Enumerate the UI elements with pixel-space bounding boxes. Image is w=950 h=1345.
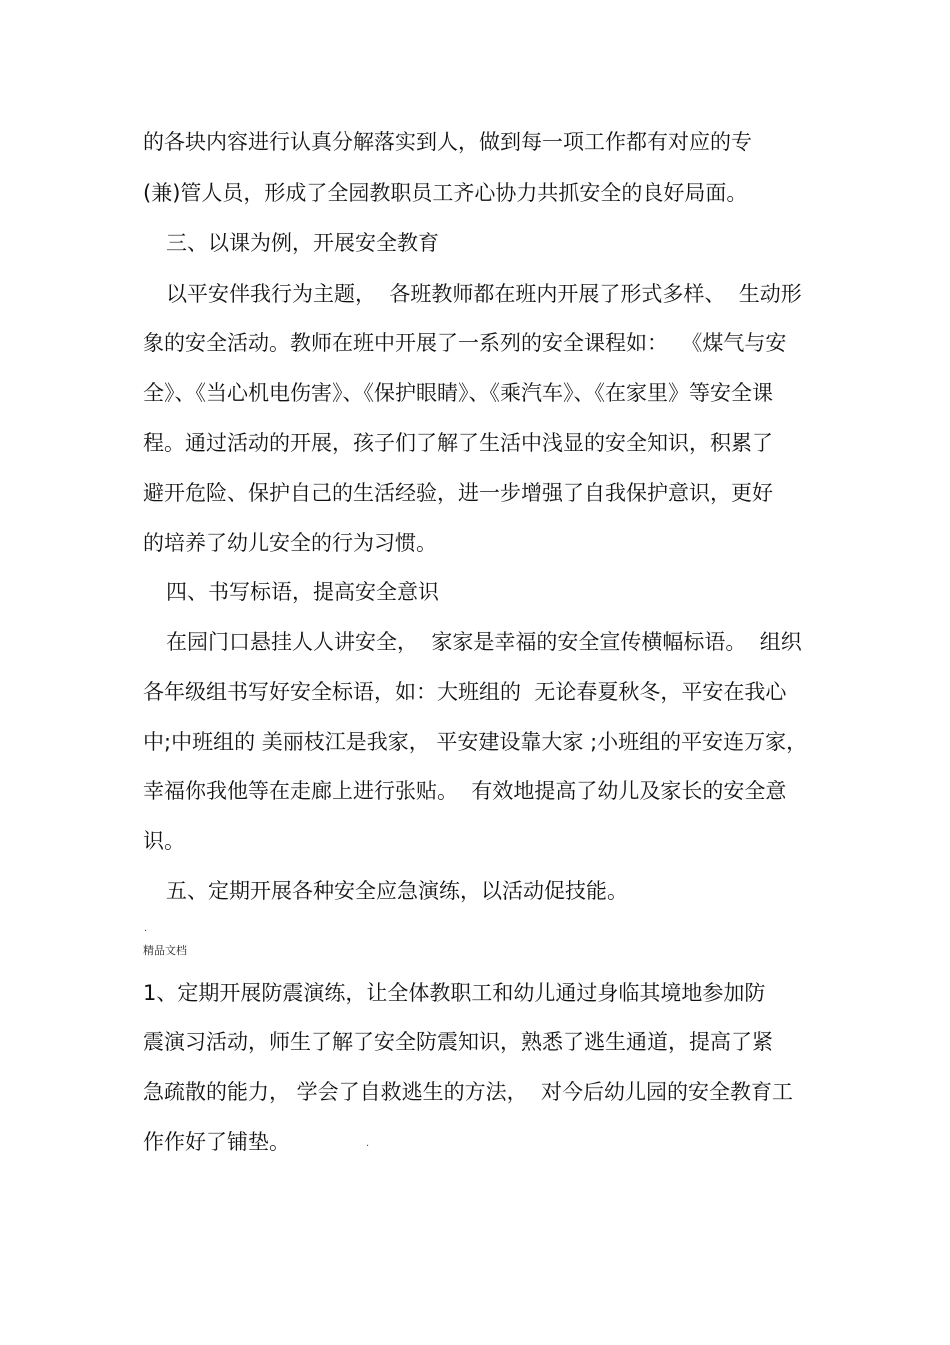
body-line-19: 急疏散的能力， 学会了自救逃生的方法， 对今后幼儿园的安全教育工 <box>143 1080 794 1104</box>
body-line-1: 的各块内容进行认真分解落实到人，做到每一项工作都有对应的专 <box>143 130 752 154</box>
body-line-18: 震演习活动，师生了解了安全防震知识，熟悉了逃生通道，提高了紧 <box>143 1030 773 1054</box>
section-heading-4: 四、书写标语，提高安全意识 <box>166 580 439 604</box>
body-line-15: 识。 <box>143 829 185 853</box>
body-line-17: 1、定期开展防震演练，让全体教职工和幼儿通过身临其境地参加防 <box>143 981 766 1005</box>
body-line-13: 中;中班组的 美丽枝江是我家， 平安建设靠大家 ;小班组的平安连万家， <box>143 730 808 754</box>
body-line-7: 程。通过活动的开展，孩子们了解了生活中浅显的安全知识，积累了 <box>143 431 773 455</box>
section-heading-5: 五、定期开展各种安全应急演练，以活动促技能。 <box>166 879 628 903</box>
section-heading-3: 三、以课为例，开展安全教育 <box>166 231 439 255</box>
footer-label: 精品文档 <box>143 944 187 957</box>
page-break-dot: . <box>144 923 148 934</box>
body-line-14: 幸福你我他等在走廊上进行张贴。 有效地提高了幼儿及家长的安全意 <box>143 779 787 803</box>
body-line-4: 以平安伴我行为主题， 各班教师都在班内开展了形式多样、 生动形 <box>166 282 802 306</box>
body-line-6: 全》、《当心机电伤害》、《保护眼睛》、《乘汽车》、《在家里》等安全课 <box>143 381 773 405</box>
body-line-20: 作作好了铺垫。 <box>143 1130 290 1154</box>
body-line-8: 避开危险、保护自己的生活经验，进一步增强了自我保护意识，更好 <box>143 481 773 505</box>
body-line-12: 各年级组书写好安全标语，如：大班组的 无论春夏秋冬，平安在我心 <box>143 680 787 704</box>
body-line-5: 象的安全活动。教师在班中开展了一系列的安全课程如： 《煤气与安 <box>143 331 787 355</box>
body-line-11: 在园门口悬挂人人讲安全， 家家是幸福的安全宣传横幅标语。 组织 <box>166 630 802 654</box>
stray-dot: . <box>366 1138 370 1149</box>
body-line-9: 的培养了幼儿安全的行为习惯。 <box>143 531 437 555</box>
body-line-2: (兼)管人员，形成了全园教职员工齐心协力共抓安全的良好局面。 <box>143 181 748 205</box>
